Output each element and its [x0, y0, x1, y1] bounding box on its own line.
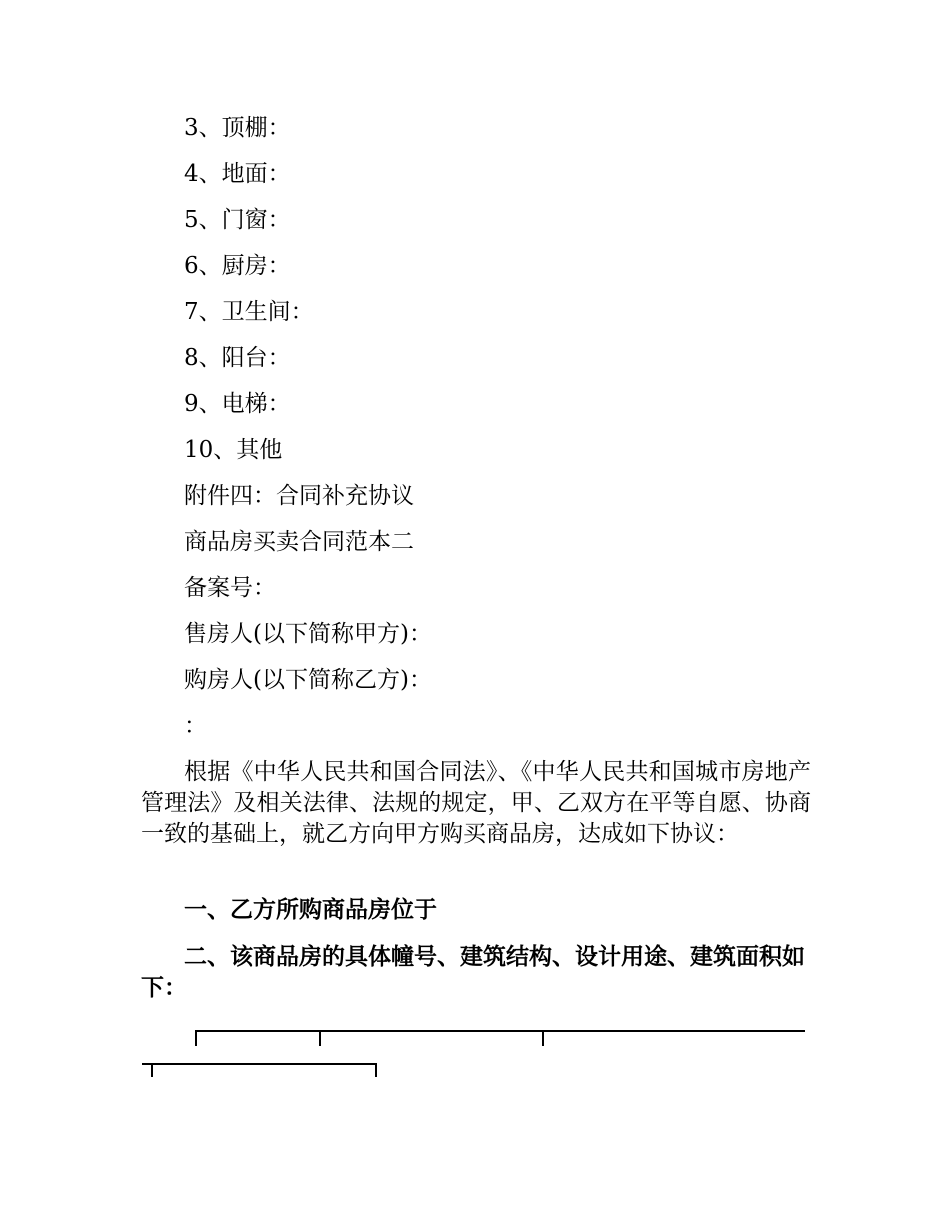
item-elevator: 9、电梯：: [184, 391, 291, 417]
table-divider: [375, 1063, 377, 1077]
table-divider: [151, 1063, 153, 1077]
item-floor: 4、地面：: [184, 161, 291, 187]
table-second-border: [142, 1063, 377, 1065]
table-top-border: [195, 1030, 805, 1032]
item-doors-windows: 5、门窗：: [184, 207, 291, 233]
colon-line: ：: [184, 713, 207, 739]
item-ceiling: 3、顶棚：: [184, 115, 291, 141]
seller-label: 售房人(以下简称甲方)：: [184, 621, 432, 647]
item-bathroom: 7、卫生间：: [184, 299, 314, 325]
agreement-paragraph: 根据《中华人民共和国合同法》、《中华人民共和国城市房地产管理法》及相关法律、法规的规定，甲、乙双方在平等自愿、协商一致的基础上，就乙方向甲方购买商品房，达成如下协议：: [141, 759, 811, 847]
attachment-title: 附件四：合同补充协议: [184, 483, 414, 509]
table-divider: [195, 1030, 197, 1046]
table-divider: [319, 1030, 321, 1046]
table-divider: [542, 1030, 544, 1046]
item-balcony: 8、阳台：: [184, 345, 291, 371]
section-heading-2: 二、该商品房的具体幢号、建筑结构、设计用途、建筑面积如下：: [141, 943, 805, 1001]
item-other: 10、其他: [184, 437, 283, 463]
record-number-label: 备案号：: [184, 575, 276, 601]
buyer-label: 购房人(以下简称乙方)：: [184, 667, 432, 693]
section-heading-1: 一、乙方所购商品房位于: [184, 896, 437, 923]
contract-title: 商品房买卖合同范本二: [184, 529, 414, 555]
item-kitchen: 6、厨房：: [184, 253, 291, 279]
